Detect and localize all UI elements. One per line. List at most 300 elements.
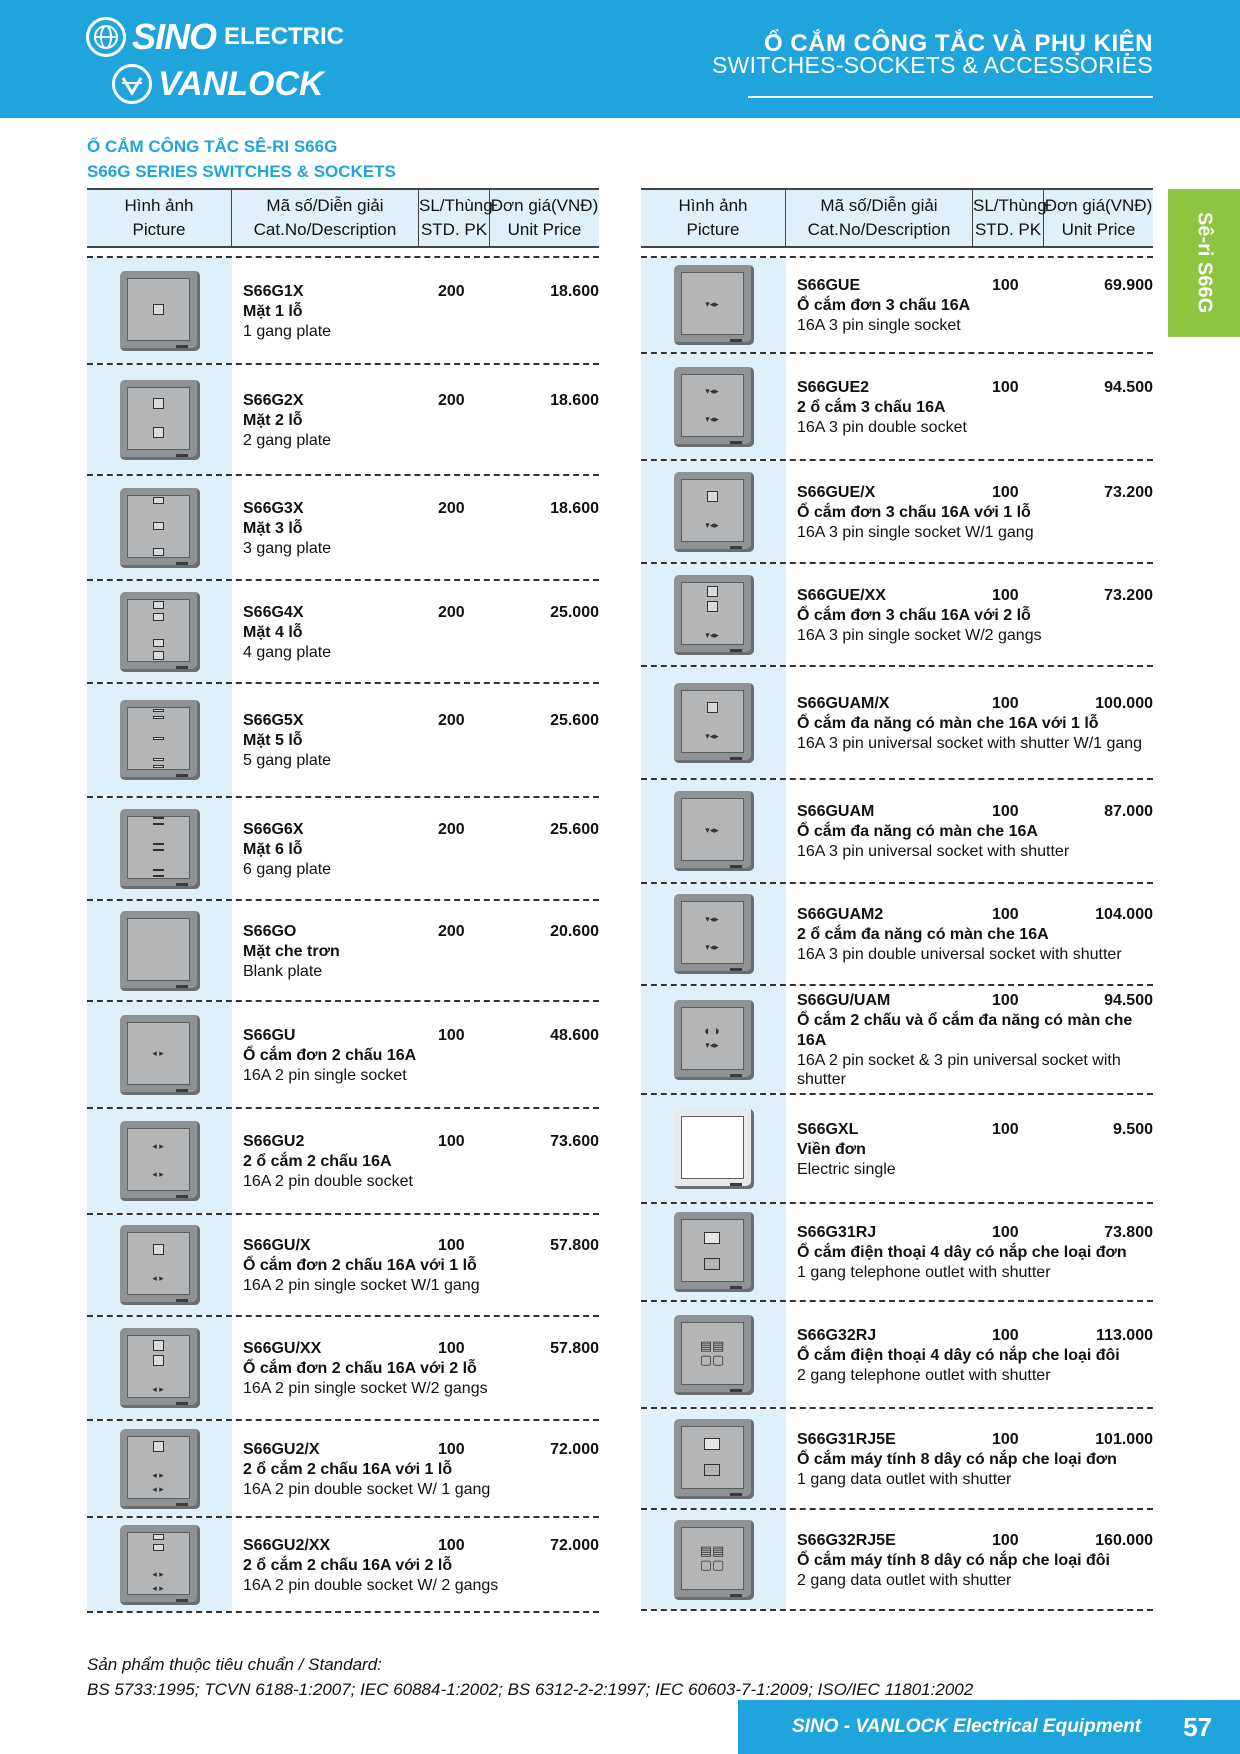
- header-picture-vi: Hình ảnh: [124, 196, 194, 215]
- combo-socket-icon: ◐◑ ▾◂▸: [674, 1000, 754, 1080]
- universal-socket-icon: ▾◂▸: [674, 791, 754, 871]
- product-code-line: [243, 390, 599, 411]
- product-code: S66G5X: [243, 712, 304, 729]
- product-code-line: [797, 377, 1153, 398]
- product-quantity: 100: [992, 378, 1019, 396]
- standards-footnote: [87, 1652, 973, 1702]
- product-code: S66G3X: [243, 499, 304, 517]
- product-row: [87, 1215, 599, 1317]
- product-name-vi: Mặt 3 lỗ: [243, 519, 303, 537]
- product-row: [87, 1109, 599, 1215]
- product-name-en: 2 gang plate: [243, 431, 332, 449]
- product-name-vi: Mặt che trơn: [243, 942, 340, 960]
- product-code-line: [243, 710, 599, 731]
- product-name-vi: Mặt 6 lỗ: [243, 840, 303, 858]
- header-picture-en: Picture: [132, 220, 186, 239]
- footnote-label: Sản phẩm thuộc tiêu chuẩn / Standard:: [87, 1655, 382, 1674]
- plate-5-hole-icon: [120, 700, 200, 780]
- header-qty-vi: SL/Thùng: [419, 196, 493, 215]
- vanlock-logo: [112, 62, 324, 106]
- product-quantity: 100: [438, 1026, 465, 1044]
- product-name-vi: Ổ cắm đơn 2 chấu 16A: [243, 1046, 417, 1064]
- product-name-en: 16A 3 pin single socket W/1 gang: [797, 523, 1034, 541]
- product-row: [641, 986, 1153, 1095]
- product-price: 18.600: [550, 282, 599, 300]
- product-name-en: 2 gang data outlet with shutter: [797, 1571, 1012, 1589]
- socket-3pin-1gang-icon: ▾◂▸: [674, 472, 754, 552]
- product-quantity: 100: [992, 586, 1019, 604]
- product-code: S66GO: [243, 922, 297, 940]
- product-info: [232, 476, 599, 579]
- product-name-en: 1 gang data outlet with shutter: [797, 1470, 1012, 1488]
- product-code: S66GUE: [797, 277, 861, 294]
- product-picture: [641, 564, 786, 665]
- universal-socket-1gang-icon: ▾◂▸: [674, 683, 754, 763]
- product-picture: [641, 1510, 786, 1609]
- product-price: 101.000: [1095, 1430, 1153, 1448]
- product-info: [786, 667, 1153, 778]
- socket-3pin-double-icon: ▾◂▸ ▾◂▸: [674, 367, 754, 447]
- product-quantity: 100: [992, 277, 1019, 294]
- plate-6-hole-icon: [120, 809, 200, 889]
- header-picture: [87, 190, 232, 246]
- product-picture: [87, 258, 232, 363]
- product-quantity: 100: [438, 1340, 465, 1357]
- header-divider: [748, 96, 1153, 98]
- single-frame-icon: [674, 1109, 754, 1189]
- product-row: [641, 564, 1153, 667]
- product-code-line: [797, 904, 1153, 925]
- plate-4-hole-icon: [120, 592, 200, 672]
- product-code-line: [243, 1025, 599, 1046]
- product-code-line: [797, 1119, 1153, 1140]
- product-price: 57.800: [550, 1340, 599, 1357]
- product-info: [786, 564, 1153, 665]
- product-picture: [641, 780, 786, 882]
- product-quantity: 100: [992, 992, 1019, 1009]
- product-info: [786, 461, 1153, 562]
- product-info: [232, 1215, 599, 1315]
- product-code-line: [243, 1439, 599, 1460]
- product-name-en: Electric single: [797, 1160, 896, 1178]
- product-quantity: 200: [438, 391, 465, 409]
- product-name-en: 4 gang plate: [243, 643, 332, 661]
- plate-1-hole-icon: [120, 271, 200, 351]
- table-header: [87, 188, 599, 248]
- header-picture-en: Picture: [686, 220, 740, 239]
- product-code: S66GXL: [797, 1120, 859, 1138]
- product-quantity: 200: [438, 922, 465, 940]
- product-code: S66GUAM: [797, 803, 875, 820]
- product-code: S66GU2: [243, 1133, 305, 1150]
- product-code: S66GUAM/X: [797, 694, 890, 712]
- product-row: [87, 1002, 599, 1109]
- socket-3pin-icon: ▾◂▸: [674, 265, 754, 345]
- product-code: S66GU2/XX: [243, 1536, 331, 1554]
- product-code: S66G2X: [243, 391, 304, 409]
- product-picture: [87, 1215, 232, 1315]
- product-picture: [641, 1409, 786, 1508]
- product-code-line: [797, 1222, 1153, 1243]
- product-info: [786, 986, 1153, 1093]
- product-name-vi: Ổ cắm điện thoại 4 dây có nắp che loại đôi: [797, 1346, 1120, 1364]
- product-name-vi: Mặt 2 lỗ: [243, 411, 303, 429]
- product-info: [786, 258, 1153, 352]
- telephone-outlet-icon: [674, 1212, 754, 1292]
- product-info: [786, 780, 1153, 882]
- product-code-line: [797, 482, 1153, 503]
- product-price: 87.000: [1104, 803, 1153, 820]
- product-name-en: 16A 2 pin single socket W/1 gang: [243, 1277, 480, 1294]
- section-title-vi: Ổ CẮM CÔNG TẮC SÊ-RI S66G: [87, 137, 338, 156]
- product-info: [232, 1109, 599, 1213]
- product-name-vi: Ổ cắm máy tính 8 dây có nắp che loại đôi: [797, 1551, 1110, 1569]
- socket-2pin-double-2gang-icon: ◂ ▸ ◂ ▸: [120, 1525, 200, 1605]
- product-name-en: 16A 2 pin double socket W/ 1 gang: [243, 1480, 491, 1498]
- product-info: [786, 1409, 1153, 1508]
- product-picture: [641, 354, 786, 459]
- product-code: S66G6X: [243, 820, 304, 838]
- product-info: [232, 798, 599, 899]
- blank-plate-icon: [120, 911, 200, 991]
- product-picture: [87, 1421, 232, 1516]
- product-row: [641, 1095, 1153, 1204]
- product-price: 20.600: [550, 922, 599, 940]
- product-row: [87, 258, 599, 365]
- product-code: S66GUE/XX: [797, 586, 886, 604]
- product-code: S66G32RJ: [797, 1326, 877, 1344]
- product-code: S66GU2/X: [243, 1440, 320, 1458]
- product-picture: [641, 667, 786, 778]
- product-row: [641, 1510, 1153, 1611]
- product-name-en: 16A 3 pin double universal socket with shutter: [797, 946, 1122, 963]
- product-row: [641, 884, 1153, 986]
- product-code: S66G4X: [243, 603, 304, 621]
- product-quantity: 100: [438, 1133, 465, 1150]
- product-row: [87, 476, 599, 581]
- header-picture: [641, 190, 786, 246]
- product-picture: [87, 798, 232, 899]
- plate-3-hole-icon: [120, 488, 200, 568]
- product-price: 100.000: [1095, 694, 1153, 712]
- product-price: 160.000: [1095, 1531, 1153, 1549]
- brand-sino: SINO: [132, 16, 217, 57]
- product-name-vi: Ổ cắm đơn 2 chấu 16A với 2 lỗ: [243, 1360, 477, 1377]
- product-picture: [641, 884, 786, 984]
- product-info: [786, 1204, 1153, 1300]
- page-footer: [738, 1700, 1240, 1754]
- product-name-vi: Ổ cắm đa năng có màn che 16A: [797, 823, 1038, 840]
- product-picture: [87, 1109, 232, 1213]
- product-row: [87, 1518, 599, 1613]
- product-name-en: 16A 3 pin double socket: [797, 418, 967, 436]
- product-picture: [87, 1518, 232, 1611]
- product-info: [232, 1002, 599, 1107]
- product-info: [232, 1317, 599, 1419]
- product-price: 73.200: [1104, 483, 1153, 501]
- product-price: 94.500: [1104, 378, 1153, 396]
- product-price: 73.800: [1104, 1224, 1153, 1241]
- product-code: S66G1X: [243, 282, 304, 300]
- product-quantity: 100: [992, 1531, 1019, 1549]
- header-desc-vi: Mã số/Diễn giải: [266, 196, 384, 215]
- right-product-table: [641, 188, 1153, 1611]
- product-row: [87, 901, 599, 1002]
- product-price: 25.600: [550, 712, 599, 729]
- header-desc-en: Cat.No/Description: [253, 220, 397, 239]
- product-row: [641, 780, 1153, 884]
- product-name-vi: Ổ cắm 2 chấu và ổ cắm đa năng có màn che 16A: [797, 1012, 1133, 1049]
- product-quantity: 100: [438, 1237, 465, 1254]
- product-quantity: 100: [992, 1430, 1019, 1448]
- product-quantity: 100: [992, 1120, 1019, 1138]
- product-name-vi: Mặt 1 lỗ: [243, 302, 303, 320]
- product-name-vi: 2 ổ cắm đa năng có màn che 16A: [797, 926, 1049, 943]
- product-code-line: [797, 1530, 1153, 1551]
- product-row: [641, 354, 1153, 461]
- header-qty-en: STD. PK: [974, 220, 1042, 239]
- product-name-en: 16A 2 pin double socket: [243, 1173, 413, 1190]
- product-quantity: 100: [438, 1440, 465, 1458]
- product-price: 69.900: [1104, 277, 1153, 294]
- product-name-en: 5 gang plate: [243, 752, 332, 769]
- product-quantity: 100: [992, 694, 1019, 712]
- section-title-en: S66G SERIES SWITCHES & SOCKETS: [87, 162, 396, 181]
- socket-2pin-2gang-icon: ◂ ▸: [120, 1328, 200, 1408]
- product-picture: [87, 901, 232, 1000]
- header-title: [712, 30, 1153, 78]
- product-price: 25.000: [550, 603, 599, 621]
- product-price: 48.600: [550, 1026, 599, 1044]
- product-code-line: [243, 921, 599, 942]
- header-description: [786, 190, 973, 246]
- product-code-line: [797, 693, 1153, 714]
- product-code-line: [797, 1325, 1153, 1346]
- product-quantity: 200: [438, 712, 465, 729]
- product-quantity: 200: [438, 282, 465, 300]
- product-row: [641, 1409, 1153, 1510]
- product-quantity: 100: [992, 906, 1019, 923]
- product-quantity: 200: [438, 499, 465, 517]
- header-price-vi: Đơn giá(VNĐ): [490, 196, 599, 215]
- product-price: 104.000: [1095, 906, 1153, 923]
- side-tab-label: Sê-ri S66G: [1193, 212, 1216, 314]
- product-row: [641, 1204, 1153, 1302]
- header-description: [232, 190, 419, 246]
- product-quantity: 100: [992, 1224, 1019, 1241]
- product-row: [87, 365, 599, 476]
- series-side-tab: [1168, 189, 1240, 337]
- product-code-line: [243, 1338, 599, 1359]
- product-row: [87, 684, 599, 798]
- product-quantity: 100: [992, 1326, 1019, 1344]
- product-name-vi: Ổ cắm đơn 3 chấu 16A với 1 lỗ: [797, 503, 1031, 521]
- product-row: [641, 461, 1153, 564]
- table-header: [641, 188, 1153, 248]
- product-price: 18.600: [550, 499, 599, 517]
- product-code-line: [243, 281, 599, 302]
- footer-text: SINO - VANLOCK Electrical Equipment: [792, 1716, 1142, 1737]
- product-info: [232, 1518, 599, 1611]
- product-quantity: 100: [438, 1536, 465, 1554]
- product-info: [232, 684, 599, 796]
- product-name-en: 3 gang plate: [243, 539, 332, 557]
- section-title: [87, 134, 396, 184]
- product-price: 25.600: [550, 820, 599, 838]
- product-row: [641, 667, 1153, 780]
- plate-2-hole-icon: [120, 380, 200, 460]
- product-code-line: [243, 1535, 599, 1556]
- data-outlet-double-icon: ▤▤ ▢▢: [674, 1520, 754, 1600]
- product-picture: [87, 581, 232, 682]
- product-name-vi: Ổ cắm đơn 3 chấu 16A: [797, 297, 971, 314]
- product-quantity: 100: [992, 803, 1019, 820]
- product-row: [641, 1302, 1153, 1409]
- product-name-en: 16A 2 pin single socket: [243, 1066, 407, 1084]
- product-name-en: 1 gang telephone outlet with shutter: [797, 1264, 1051, 1281]
- product-info: [786, 1095, 1153, 1202]
- product-name-vi: 2 ổ cắm 3 chấu 16A: [797, 398, 946, 416]
- header-price-en: Unit Price: [507, 220, 582, 239]
- product-code: S66GU/X: [243, 1237, 311, 1254]
- product-code-line: [797, 990, 1153, 1011]
- product-picture: [641, 461, 786, 562]
- header-price: [490, 190, 599, 246]
- product-code: S66GU/XX: [243, 1340, 322, 1357]
- product-row: [87, 1317, 599, 1421]
- product-name-vi: Viền đơn: [797, 1140, 866, 1158]
- product-price: 113.000: [1096, 1326, 1153, 1344]
- product-picture: [641, 258, 786, 352]
- product-quantity: 200: [438, 820, 465, 838]
- product-row: [87, 1421, 599, 1518]
- table-gap: [87, 248, 599, 258]
- footnote-standards: BS 5733:1995; TCVN 6188-1:2007; IEC 60884-1:2002; BS 6312-2-2:1997; IEC 60603-7-1:2009; ISO/IEC 11801:2002: [87, 1680, 974, 1699]
- header-price: [1044, 190, 1153, 246]
- product-code: S66GUE2: [797, 378, 870, 396]
- product-picture: [87, 1317, 232, 1419]
- product-quantity: 200: [438, 603, 465, 621]
- header-desc-en: Cat.No/Description: [807, 220, 951, 239]
- product-name-vi: Ổ cắm đơn 2 chấu 16A với 1 lỗ: [243, 1257, 477, 1274]
- header-title-vi: Ổ CẮM CÔNG TẮC VÀ PHỤ KIỆN: [763, 30, 1153, 57]
- product-picture: [641, 986, 786, 1093]
- globe-icon: [86, 17, 126, 57]
- product-name-vi: Ổ cắm máy tính 8 dây có nắp che loại đơn: [797, 1450, 1117, 1468]
- brand-electric: ELECTRIC: [224, 23, 345, 50]
- sino-electric-logo: [86, 14, 344, 60]
- product-info: [232, 258, 599, 363]
- product-price: 72.000: [550, 1536, 599, 1554]
- page-header: [0, 0, 1240, 118]
- left-rows: [87, 258, 599, 1613]
- socket-2pin-double-icon: ◂ ▸ ◂ ▸: [120, 1121, 200, 1201]
- product-picture: [641, 1204, 786, 1300]
- product-name-vi: 2 ổ cắm 2 chấu 16A với 2 lỗ: [243, 1556, 453, 1574]
- product-info: [232, 581, 599, 682]
- product-price: 73.600: [550, 1133, 599, 1150]
- product-name-vi: 2 ổ cắm 2 chấu 16A: [243, 1153, 392, 1170]
- right-rows: [641, 258, 1153, 1611]
- product-row: [641, 258, 1153, 354]
- product-name-vi: Ổ cắm đa năng có màn che 16A với 1 lỗ: [797, 714, 1099, 732]
- product-code-line: [243, 602, 599, 623]
- product-code-line: [797, 801, 1153, 822]
- product-price: 94.500: [1104, 992, 1153, 1009]
- product-info: [786, 1302, 1153, 1407]
- vanlock-mark-icon: [112, 64, 152, 104]
- product-price: 57.800: [550, 1237, 599, 1254]
- socket-2pin-icon: ◂ ▸: [120, 1015, 200, 1095]
- product-quantity: 100: [992, 483, 1019, 501]
- header-picture-vi: Hình ảnh: [678, 196, 748, 215]
- product-code-line: [243, 1131, 599, 1152]
- product-code-line: [797, 585, 1153, 606]
- product-price: 9.500: [1112, 1120, 1153, 1138]
- product-code-line: [797, 275, 1153, 296]
- socket-2pin-double-1gang-icon: ◂ ▸ ◂ ▸: [120, 1429, 200, 1509]
- socket-3pin-2gang-icon: ▾◂▸: [674, 575, 754, 655]
- socket-2pin-1gang-icon: ◂ ▸: [120, 1225, 200, 1305]
- product-price: 18.600: [550, 391, 599, 409]
- product-row: [87, 581, 599, 684]
- product-picture: [641, 1095, 786, 1202]
- product-info: [232, 365, 599, 474]
- product-name-vi: Ổ cắm đơn 3 chấu 16A với 2 lỗ: [797, 606, 1031, 624]
- product-name-vi: Mặt 5 lỗ: [243, 732, 303, 749]
- product-name-en: 16A 2 pin double socket W/ 2 gangs: [243, 1576, 499, 1594]
- table-gap: [641, 248, 1153, 258]
- telephone-outlet-double-icon: ▤▤ ▢▢: [674, 1315, 754, 1395]
- brand-vanlock: VANLOCK: [158, 64, 324, 103]
- header-quantity: [973, 190, 1047, 246]
- product-name-en: Blank plate: [243, 962, 323, 980]
- product-code: S66GU/UAM: [797, 992, 891, 1009]
- left-product-table: [87, 188, 599, 1613]
- product-info: [786, 884, 1153, 984]
- product-code: S66G31RJ5E: [797, 1430, 896, 1448]
- product-picture: [87, 365, 232, 474]
- product-info: [232, 901, 599, 1000]
- header-title-en: SWITCHES-SOCKETS & ACCESSORIES: [712, 52, 1153, 78]
- product-code: S66GUAM2: [797, 906, 884, 923]
- product-name-en: 16A 3 pin single socket W/2 gangs: [797, 626, 1042, 644]
- header-qty-vi: SL/Thùng: [973, 196, 1047, 215]
- header-desc-vi: Mã số/Diễn giải: [820, 196, 938, 215]
- product-code: S66GUE/X: [797, 483, 876, 501]
- product-name-en: 1 gang plate: [243, 322, 332, 340]
- product-name-vi: Mặt 4 lỗ: [243, 623, 303, 641]
- product-price: 73.200: [1104, 586, 1153, 604]
- product-name-en: 6 gang plate: [243, 860, 332, 878]
- product-picture: [87, 684, 232, 796]
- product-info: [786, 1510, 1153, 1609]
- product-info: [232, 1421, 599, 1516]
- product-code-line: [243, 819, 599, 840]
- product-name-en: 16A 2 pin single socket W/2 gangs: [243, 1380, 488, 1397]
- product-info: [786, 354, 1153, 459]
- product-name-vi: 2 ổ cắm 2 chấu 16A với 1 lỗ: [243, 1460, 453, 1478]
- header-price-vi: Đơn giá(VNĐ): [1044, 196, 1153, 215]
- product-code: S66G32RJ5E: [797, 1531, 896, 1549]
- header-price-en: Unit Price: [1061, 220, 1136, 239]
- product-code: S66GU: [243, 1026, 296, 1044]
- product-name-en: 16A 3 pin universal socket with shutter: [797, 843, 1070, 860]
- product-code-line: [797, 1429, 1153, 1450]
- header-quantity: [419, 190, 493, 246]
- product-name-en: 16A 2 pin socket & 3 pin universal socket with shutter: [797, 1052, 1121, 1088]
- product-code-line: [243, 1235, 599, 1256]
